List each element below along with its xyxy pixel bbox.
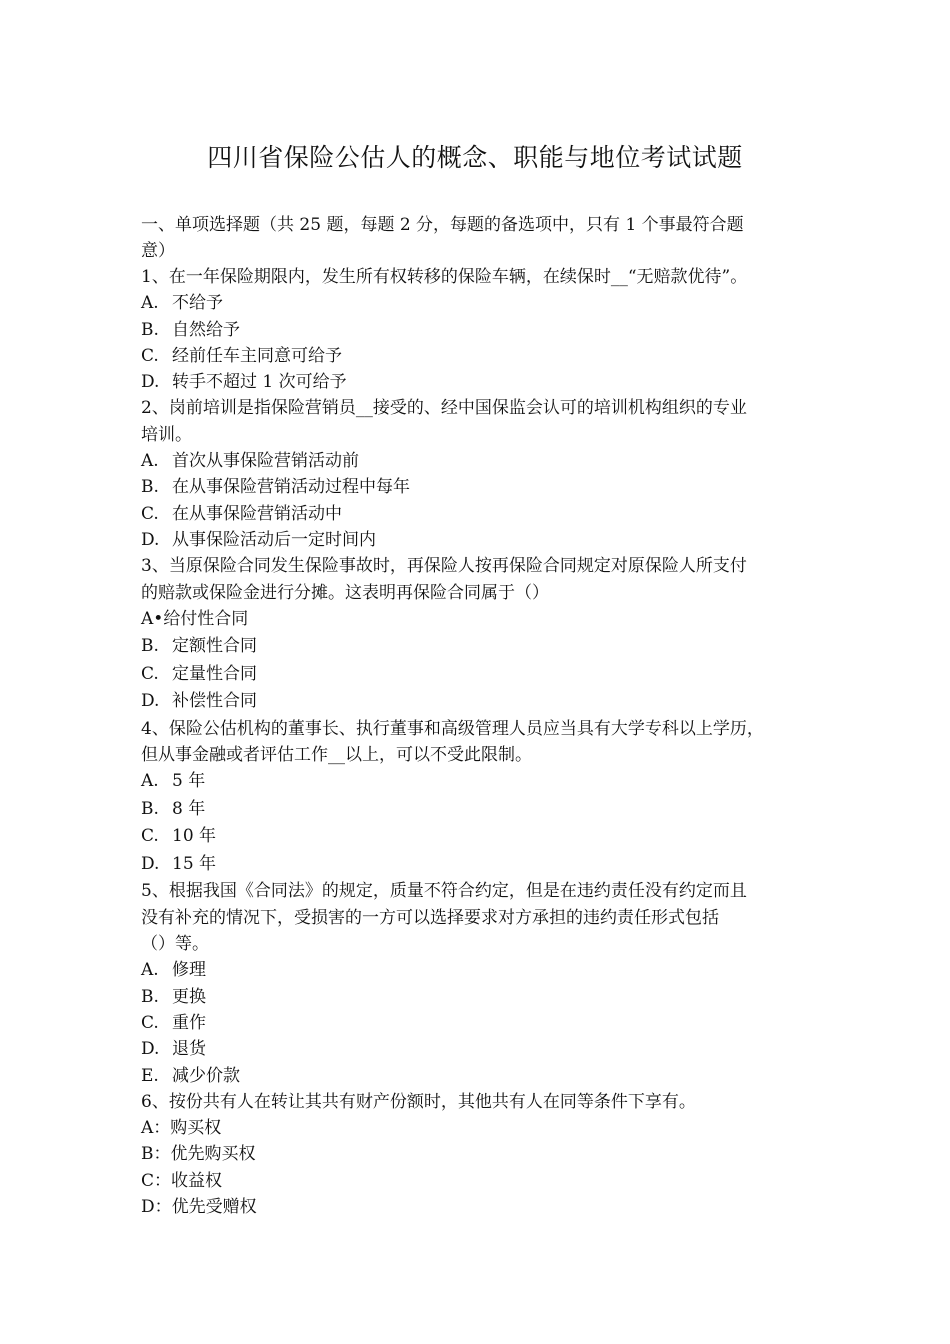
option-d bbox=[141, 688, 831, 716]
question-text: 但从事金融或者评估工作__以上，可以不受此限制。 bbox=[141, 745, 532, 766]
option-a bbox=[141, 448, 831, 474]
option-b bbox=[141, 1141, 831, 1167]
option-label: D. bbox=[141, 691, 160, 712]
option-text: 重作 bbox=[172, 1012, 206, 1033]
option-label: C. bbox=[141, 503, 159, 524]
option-label: A. bbox=[141, 451, 159, 472]
option-d bbox=[141, 851, 831, 879]
option-text: 在从事保险营销活动过程中每年 bbox=[172, 477, 410, 498]
question-text: 2、岗前培训是指保险营销员__接受的、经中国保监会认可的培训机构组织的专业 bbox=[141, 398, 747, 419]
option-label: C. bbox=[141, 826, 159, 847]
option-a bbox=[141, 768, 831, 796]
option-e bbox=[141, 1063, 831, 1089]
document-title: 四川省保险公估人的概念、职能与地位考试试题 bbox=[207, 143, 743, 172]
option-label: A. bbox=[141, 293, 159, 314]
option-text: 收益权 bbox=[171, 1170, 223, 1191]
option-label: C. bbox=[141, 1012, 159, 1033]
option-a bbox=[141, 1115, 831, 1141]
option-b bbox=[141, 474, 831, 500]
question-text: 4、保险公估机构的董事长、执行董事和高级管理人员应当具有大学专科以上学历， bbox=[141, 718, 764, 739]
option-text: 15 年 bbox=[172, 853, 217, 874]
question-text: 6、按份共有人在转让其共有财产份额时，其他共有人在同等条件下享有。 bbox=[141, 1091, 696, 1112]
option-label: A• bbox=[141, 608, 164, 629]
option-text: 首次从事保险营销活动前 bbox=[172, 451, 359, 472]
option-c bbox=[141, 661, 831, 689]
option-c bbox=[141, 343, 831, 369]
question-6 bbox=[141, 1089, 831, 1220]
question-text: 5、根据我国《合同法》的规定，质量不符合约定，但是在违约责任没有约定而且 bbox=[141, 881, 747, 902]
option-text: 自然给予 bbox=[172, 319, 240, 340]
section-heading-line: 一、单项选择题（共 25 题，每题 2 分，每题的备选项中，只有 1 个事最符合题 bbox=[141, 215, 744, 235]
question-text: 的赔款或保险金进行分摊。这表明再保险合同属于（） bbox=[141, 582, 549, 603]
option-c bbox=[141, 1010, 831, 1036]
document-body bbox=[141, 212, 831, 1220]
option-text: 给付性合同 bbox=[163, 608, 249, 629]
option-b bbox=[141, 796, 831, 824]
option-text: 5 年 bbox=[172, 771, 206, 792]
option-text: 转手不超过 1 次可给予 bbox=[172, 372, 347, 393]
option-label: A： bbox=[141, 1118, 171, 1139]
option-text: 补偿性合同 bbox=[172, 691, 257, 712]
option-text: 定额性合同 bbox=[172, 636, 257, 657]
option-label: A. bbox=[141, 771, 159, 792]
question-text: （）等。 bbox=[141, 934, 209, 955]
option-label: B. bbox=[141, 636, 159, 657]
option-text: 优先受赠权 bbox=[171, 1197, 257, 1218]
option-label: B. bbox=[141, 319, 159, 340]
option-b bbox=[141, 633, 831, 661]
question-text: 没有补充的情况下，受损害的一方可以选择要求对方承担的违约责任形式包括 bbox=[141, 907, 719, 928]
option-label: A. bbox=[141, 960, 159, 981]
question-1 bbox=[141, 264, 831, 395]
option-label: C. bbox=[141, 663, 159, 684]
option-label: B. bbox=[141, 798, 159, 819]
question-text: 3、当原保险合同发生保险事故时，再保险人按再保险合同规定对原保险人所支付 bbox=[141, 556, 747, 577]
option-text: 减少价款 bbox=[172, 1065, 240, 1086]
question-3 bbox=[141, 553, 831, 716]
option-label: C. bbox=[141, 345, 159, 366]
option-text: 8 年 bbox=[172, 798, 206, 819]
option-text: 定量性合同 bbox=[172, 663, 257, 684]
option-text: 退货 bbox=[172, 1039, 206, 1060]
question-4 bbox=[141, 716, 831, 879]
option-d bbox=[141, 369, 831, 395]
option-label: D. bbox=[141, 372, 160, 393]
question-text: 1、在一年保险期限内，发生所有权转移的保险车辆，在续保时__“无赔款优待”。 bbox=[141, 267, 748, 287]
option-c bbox=[141, 1168, 831, 1194]
section-heading bbox=[141, 212, 831, 264]
option-a bbox=[141, 957, 831, 983]
option-label: D： bbox=[141, 1197, 172, 1218]
section-heading-line: 意） bbox=[141, 241, 175, 261]
option-d bbox=[141, 527, 831, 553]
option-label: D. bbox=[141, 529, 160, 550]
option-d bbox=[141, 1036, 831, 1062]
option-c bbox=[141, 823, 831, 851]
option-label: D. bbox=[141, 1039, 160, 1060]
question-text: 培训。 bbox=[141, 424, 192, 445]
option-a bbox=[141, 290, 831, 316]
option-label: D. bbox=[141, 853, 160, 874]
option-b bbox=[141, 317, 831, 343]
option-label: B. bbox=[141, 477, 159, 498]
option-label: B： bbox=[141, 1144, 171, 1165]
option-c bbox=[141, 501, 831, 527]
option-a bbox=[141, 606, 831, 634]
option-text: 修理 bbox=[172, 960, 206, 981]
option-text: 不给予 bbox=[172, 293, 223, 314]
option-text: 从事保险活动后一定时间内 bbox=[172, 529, 376, 550]
option-text: 10 年 bbox=[172, 826, 217, 847]
option-text: 更换 bbox=[172, 986, 206, 1007]
question-2 bbox=[141, 395, 831, 553]
option-text: 优先购买权 bbox=[170, 1144, 256, 1165]
option-b bbox=[141, 984, 831, 1010]
option-text: 购买权 bbox=[170, 1118, 222, 1139]
option-label: C： bbox=[141, 1170, 172, 1191]
option-text: 经前任车主同意可给予 bbox=[172, 345, 342, 366]
option-label: B. bbox=[141, 986, 159, 1007]
option-d bbox=[141, 1194, 831, 1220]
question-5 bbox=[141, 878, 831, 1088]
option-label: E. bbox=[141, 1065, 159, 1086]
option-text: 在从事保险营销活动中 bbox=[172, 503, 342, 524]
